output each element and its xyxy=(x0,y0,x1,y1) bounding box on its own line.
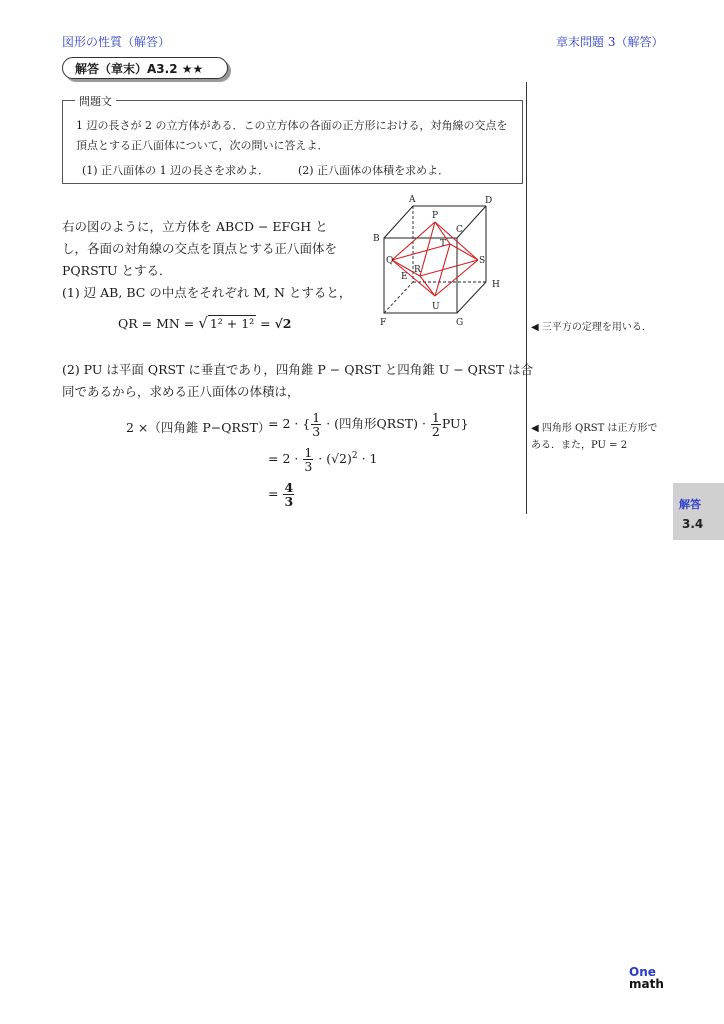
label-C: C xyxy=(456,225,463,235)
label-P: P xyxy=(432,211,439,221)
problem-title: 問題文 xyxy=(75,93,116,109)
label-S: S xyxy=(479,256,486,266)
logo-bottom: math xyxy=(629,977,664,991)
solution-line-1: 右の図のように，立方体を ABCD − EFGH と xyxy=(62,219,328,234)
cube-octahedron-figure xyxy=(368,192,518,328)
label-R: R xyxy=(414,265,421,275)
label-G: G xyxy=(456,318,464,328)
eq1-lhs: QR = MN = xyxy=(118,316,199,331)
octahedron xyxy=(392,222,478,296)
note-pythagoras: ◀ 三平方の定理を用いる． xyxy=(531,322,652,333)
problem-question-1: (1) 正八面体の 1 辺の長さを求めよ． xyxy=(82,164,270,177)
label-U: U xyxy=(432,302,440,312)
note-square-1: ◀ 四角形 QRST は正方形で xyxy=(531,423,658,434)
eq2-row-3: = $\frac{4}{3}$ xyxy=(268,480,294,510)
answer-badge: 解答（章末）A3.2 ★★ xyxy=(62,57,228,79)
label-Q: Q xyxy=(386,256,394,266)
eq2-row-2: = 2 · $\frac{1}{3}$ · $(√2)^2 \cdot 1$ xyxy=(268,445,378,475)
solution-line-6: 同であるから，求める正八面体の体積は， xyxy=(62,384,300,399)
margin-rule xyxy=(526,82,527,514)
solution-line-3: PQRSTU とする． xyxy=(62,263,172,278)
label-D: D xyxy=(485,196,493,206)
solution-line-2: し，各面の対角線の交点を頂点とする正八面体を xyxy=(62,241,338,256)
header-right: 章末問題 3（解答） xyxy=(556,35,664,49)
solution-line-5: (2) PU は平面 QRST に垂直であり，四角錐 P − QRST と四角錐 U − QRST は合 xyxy=(62,362,534,377)
problem-question-2: (2) 正八面体の体積を求めよ． xyxy=(298,164,450,177)
note-square-2: ある．また，PU = 2 xyxy=(531,440,628,451)
chapter-tab-number: 3.4 xyxy=(682,517,704,531)
problem-line-1: 1 辺の長さが 2 の立方体がある．この立方体の各面の正方形における，対角線の交点を xyxy=(76,119,508,132)
eq2-lhs: 2 ×（四角錐 P−QRST） xyxy=(126,420,271,435)
logo-top: One xyxy=(629,965,656,979)
label-T: T xyxy=(440,239,447,249)
answer-numerator: 4 xyxy=(284,480,294,495)
onemath-logo xyxy=(629,966,664,991)
eq2-row-1: = 2 · { $\frac{1}{3}$ · (四角形QRST) · $\frac{1}{2}$ PU} xyxy=(268,410,469,440)
answer-denominator: 3 xyxy=(284,494,294,510)
label-F: F xyxy=(380,318,387,328)
label-H: H xyxy=(492,280,500,290)
label-B: B xyxy=(373,234,380,244)
chapter-tab-label: 解答 xyxy=(679,498,701,511)
equation-qr: QR = MN = √ 1² + 1² = √2 xyxy=(118,314,292,332)
chapter-tab[interactable] xyxy=(673,483,724,540)
label-A: A xyxy=(409,195,416,205)
problem-line-2: 頂点とする正八面体について，次の問いに答えよ． xyxy=(76,139,329,152)
solution-line-4: (1) 辺 AB, BC の中点をそれぞれ M, N とすると， xyxy=(62,285,352,300)
label-E: E xyxy=(401,272,408,282)
eq1-answer: √2 xyxy=(274,316,292,331)
eq1-eq: = xyxy=(256,316,275,331)
header-left: 図形の性質（解答） xyxy=(62,35,171,49)
eq1-radicand: 1² + 1² xyxy=(209,316,255,331)
